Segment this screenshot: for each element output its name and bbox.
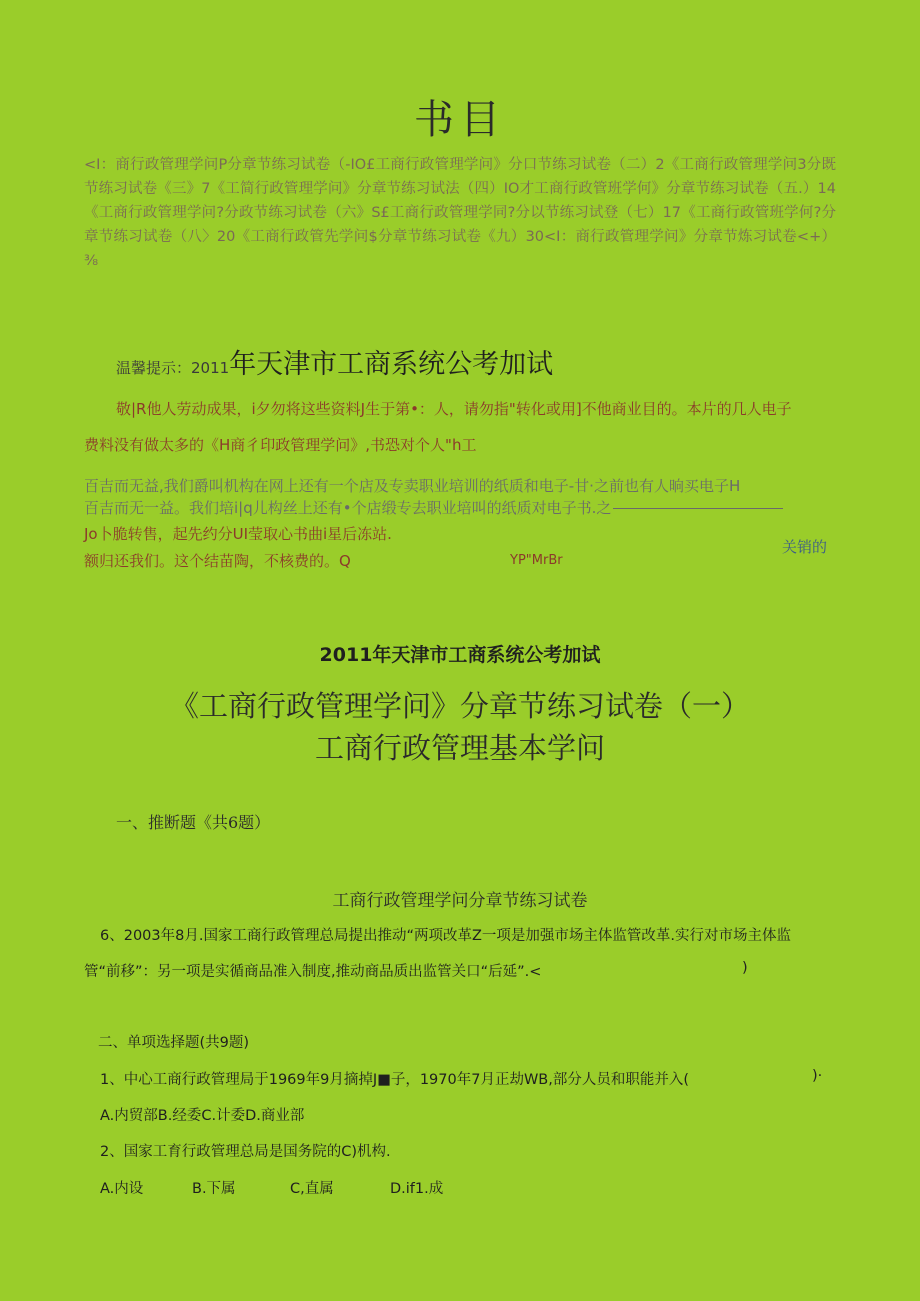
- toc-body: <I：商行政管理学问P分章节练习试卷（-IO£工商行政管理学问》分口节练习试卷（二）2《工商行政管理学问3分既节练习试卷《三》7《工简行政管理学问》分章节练习试法（四）IO才工商行政管班学何》分章节练习试卷（五.）14《工商行政管理学问?分政节练习试卷（六》S£工商行政管理学同?分以节练习试登（七）17《工商行政管班学何?分章节练习试卷（八〉20《工商行政管先学问$分章节练习试卷《九）30<I：商行政管理学问》分章节炼习试卷<+）⅜: [84, 157, 836, 269]
- question-1-text: 1、中心工商行政管理局于1969年9月摘掉J■子，1970年7月正劫WB,部分人员和职能并入(: [100, 1072, 690, 1088]
- question-6-close-paren: ): [742, 960, 748, 976]
- notice-paragraph-4-text: 百吉而无一益。我们培i|q儿构丝上还有•个店缎专去职业培叫的纸质对电子书.之: [84, 499, 612, 517]
- question-1-close-paren: )·: [812, 1068, 823, 1084]
- notice-paragraph-1: 敬|R他人劳动成果，i夕勿将这些资料J生于第•：人，请勿指"转化或用]不他商业目的。本片的几人电子: [116, 400, 792, 418]
- notice-side-text: 关销的: [782, 538, 828, 556]
- main-subtitle: 工商行政管理基本学问: [314, 731, 605, 765]
- notice-paragraph-2: 费料没有做太多的《H商彳印政管理学问》,书恐对个人"h工: [84, 436, 477, 454]
- notice-paragraph-6: 额归还我们。这个结苗陶，不核费的。Q: [84, 552, 351, 570]
- toc-title: 书目: [414, 97, 506, 143]
- judgment-section-heading: 一、推断题《共6题）: [116, 813, 271, 832]
- exercise-subtitle: 工商行政管理学问分章节练习试卷: [332, 891, 588, 911]
- question-2-option-d: D.if1.成: [390, 1181, 444, 1197]
- question-6-line-2: 管“前移”：另一项是实循商品准入制度,推动商品质出监管关口“后延”.<: [84, 964, 542, 980]
- notice-paragraph-3: 百吉而无益,我们爵叫机构在网上还有一个店及专卖职业培训的纸质和电子-甘·之前也有人晌买电子H: [84, 477, 741, 495]
- choice-section-heading: 二、单项选择题(共9题): [98, 1035, 250, 1051]
- notice-heading: [116, 342, 553, 381]
- notice-fragment: YP"MrBr: [510, 553, 563, 568]
- notice-title: 年天津市工商系统公考加试: [229, 349, 554, 380]
- question-2-text: 2、国家工育行政管理总局是国务院的C)机构.: [100, 1144, 391, 1160]
- notice-prefix: 温馨提示：2011: [116, 359, 230, 377]
- main-title: 《工商行政管理学问》分章节练习试卷（一）: [169, 689, 750, 723]
- question-2-option-c: C,直属: [290, 1181, 334, 1197]
- notice-paragraph-4: [84, 497, 783, 519]
- question-2-option-b: B.下属: [192, 1181, 236, 1197]
- question-2-option-a: A.内设: [100, 1181, 144, 1197]
- section-heading: 2011年天津市工商系统公考加试: [319, 644, 601, 666]
- underline-blank: [613, 508, 783, 509]
- notice-paragraph-5: Jo卜脆转售，起先约分UI莹取心书曲i星后冻站.: [84, 525, 392, 543]
- question-1-options: A.内贸部B.经委C.计委D.商业部: [100, 1108, 305, 1124]
- question-6-line-1: 6、2003年8月.国家工商行政管理总局提出推动“两项改革Z一项是加强市场主体监管改革.实行对市场主体监: [100, 928, 792, 944]
